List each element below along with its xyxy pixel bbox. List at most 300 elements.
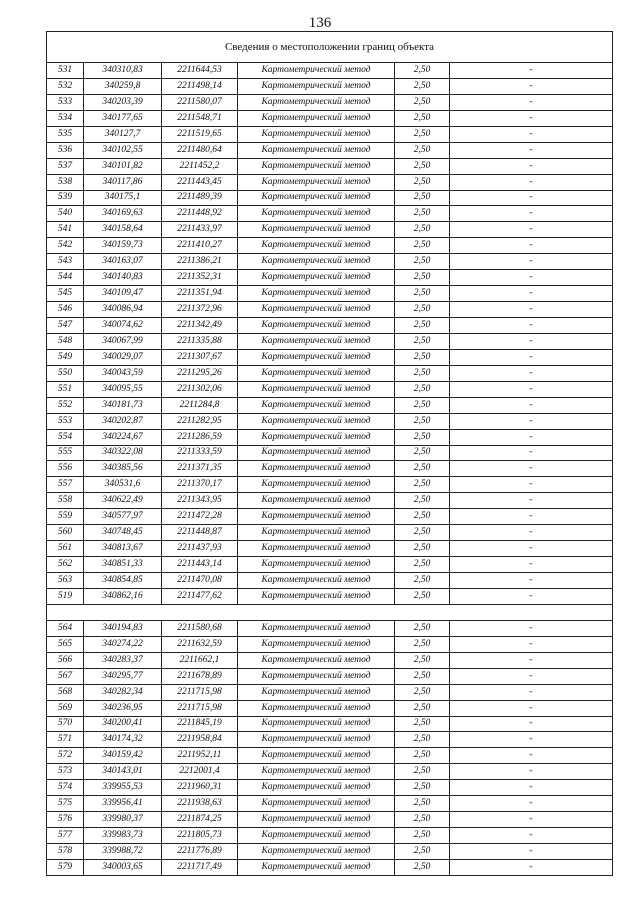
precision-cell: 2,50 bbox=[395, 859, 450, 875]
table-row bbox=[47, 397, 613, 413]
description-cell: - bbox=[450, 381, 613, 397]
method-cell: Картометрический метод bbox=[238, 573, 395, 589]
table-row bbox=[47, 413, 613, 429]
table-row bbox=[47, 286, 613, 302]
method-cell: Картометрический метод bbox=[238, 365, 395, 381]
precision-cell: 2,50 bbox=[395, 573, 450, 589]
point-number-cell: 557 bbox=[47, 477, 84, 493]
table-row bbox=[47, 844, 613, 860]
point-number-cell: 574 bbox=[47, 780, 84, 796]
y-coordinate-cell: 2211302,06 bbox=[162, 381, 238, 397]
y-coordinate-cell: 2211960,31 bbox=[162, 780, 238, 796]
method-cell: Картометрический метод bbox=[238, 94, 395, 110]
precision-cell: 2,50 bbox=[395, 110, 450, 126]
description-cell: - bbox=[450, 158, 613, 174]
table-row bbox=[47, 557, 613, 573]
page-number: 136 bbox=[308, 15, 332, 31]
method-cell: Картометрический метод bbox=[238, 859, 395, 875]
method-cell: Картометрический метод bbox=[238, 286, 395, 302]
y-coordinate-cell: 2211805,73 bbox=[162, 828, 238, 844]
description-cell: - bbox=[450, 700, 613, 716]
method-cell: Картометрический метод bbox=[238, 652, 395, 668]
x-coordinate-cell: 340127,7 bbox=[84, 126, 162, 142]
point-number-cell: 542 bbox=[47, 238, 84, 254]
table-row bbox=[47, 573, 613, 589]
description-cell: - bbox=[450, 796, 613, 812]
method-cell: Картометрический метод bbox=[238, 63, 395, 79]
x-coordinate-cell: 339956,41 bbox=[84, 796, 162, 812]
method-cell: Картометрический метод bbox=[238, 509, 395, 525]
precision-cell: 2,50 bbox=[395, 812, 450, 828]
table-row bbox=[47, 461, 613, 477]
table-row bbox=[47, 764, 613, 780]
precision-cell: 2,50 bbox=[395, 732, 450, 748]
precision-cell: 2,50 bbox=[395, 796, 450, 812]
table-row bbox=[47, 63, 613, 79]
table-row bbox=[47, 668, 613, 684]
method-cell: Картометрический метод bbox=[238, 174, 395, 190]
precision-cell: 2,50 bbox=[395, 477, 450, 493]
description-cell: - bbox=[450, 238, 613, 254]
method-cell: Картометрический метод bbox=[238, 333, 395, 349]
method-cell: Картометрический метод bbox=[238, 493, 395, 509]
description-cell: - bbox=[450, 748, 613, 764]
point-number-cell: 575 bbox=[47, 796, 84, 812]
point-number-cell: 532 bbox=[47, 78, 84, 94]
method-cell: Картометрический метод bbox=[238, 716, 395, 732]
y-coordinate-cell: 2211448,92 bbox=[162, 206, 238, 222]
table-row bbox=[47, 254, 613, 270]
x-coordinate-cell: 340236,95 bbox=[84, 700, 162, 716]
y-coordinate-cell: 2212001,4 bbox=[162, 764, 238, 780]
y-coordinate-cell: 2211443,45 bbox=[162, 174, 238, 190]
description-cell: - bbox=[450, 254, 613, 270]
precision-cell: 2,50 bbox=[395, 525, 450, 541]
point-number-cell: 531 bbox=[47, 63, 84, 79]
method-cell: Картометрический метод bbox=[238, 541, 395, 557]
method-cell: Картометрический метод bbox=[238, 844, 395, 860]
x-coordinate-cell: 339983,73 bbox=[84, 828, 162, 844]
x-coordinate-cell: 340310,83 bbox=[84, 63, 162, 79]
y-coordinate-cell: 2211472,28 bbox=[162, 509, 238, 525]
precision-cell: 2,50 bbox=[395, 174, 450, 190]
table-row bbox=[47, 174, 613, 190]
x-coordinate-cell: 340851,33 bbox=[84, 557, 162, 573]
table-row bbox=[47, 126, 613, 142]
precision-cell: 2,50 bbox=[395, 302, 450, 318]
table-row bbox=[47, 222, 613, 238]
table-row bbox=[47, 78, 613, 94]
method-cell: Картометрический метод bbox=[238, 158, 395, 174]
method-cell: Картометрический метод bbox=[238, 636, 395, 652]
point-number-cell: 550 bbox=[47, 365, 84, 381]
point-number-cell: 539 bbox=[47, 190, 84, 206]
point-number-cell: 571 bbox=[47, 732, 84, 748]
description-cell: - bbox=[450, 859, 613, 875]
method-cell: Картометрический метод bbox=[238, 238, 395, 254]
table-row bbox=[47, 158, 613, 174]
table-row bbox=[47, 365, 613, 381]
description-cell: - bbox=[450, 844, 613, 860]
precision-cell: 2,50 bbox=[395, 844, 450, 860]
table-row bbox=[47, 493, 613, 509]
description-cell: - bbox=[450, 110, 613, 126]
x-coordinate-cell: 340095,55 bbox=[84, 381, 162, 397]
table-row bbox=[47, 859, 613, 875]
x-coordinate-cell: 340748,45 bbox=[84, 525, 162, 541]
y-coordinate-cell: 2211333,59 bbox=[162, 445, 238, 461]
table-row bbox=[47, 636, 613, 652]
description-cell: - bbox=[450, 732, 613, 748]
description-cell: - bbox=[450, 318, 613, 334]
x-coordinate-cell: 340067,99 bbox=[84, 333, 162, 349]
point-number-cell: 564 bbox=[47, 620, 84, 636]
y-coordinate-cell: 2211548,71 bbox=[162, 110, 238, 126]
y-coordinate-cell: 2211845,19 bbox=[162, 716, 238, 732]
method-cell: Картометрический метод bbox=[238, 222, 395, 238]
point-number-cell: 567 bbox=[47, 668, 84, 684]
method-cell: Картометрический метод bbox=[238, 477, 395, 493]
point-number-cell: 565 bbox=[47, 636, 84, 652]
table-row bbox=[47, 429, 613, 445]
method-cell: Картометрический метод bbox=[238, 413, 395, 429]
table-row bbox=[47, 716, 613, 732]
precision-cell: 2,50 bbox=[395, 142, 450, 158]
point-number-cell: 561 bbox=[47, 541, 84, 557]
precision-cell: 2,50 bbox=[395, 413, 450, 429]
y-coordinate-cell: 2211307,67 bbox=[162, 349, 238, 365]
description-cell: - bbox=[450, 142, 613, 158]
point-number-cell: 558 bbox=[47, 493, 84, 509]
y-coordinate-cell: 2211437,93 bbox=[162, 541, 238, 557]
precision-cell: 2,50 bbox=[395, 333, 450, 349]
y-coordinate-cell: 2211342,49 bbox=[162, 318, 238, 334]
method-cell: Картометрический метод bbox=[238, 668, 395, 684]
table-row bbox=[47, 684, 613, 700]
method-cell: Картометрический метод bbox=[238, 828, 395, 844]
method-cell: Картометрический метод bbox=[238, 525, 395, 541]
x-coordinate-cell: 340102,55 bbox=[84, 142, 162, 158]
point-number-cell: 559 bbox=[47, 509, 84, 525]
description-cell: - bbox=[450, 812, 613, 828]
y-coordinate-cell: 2211952,11 bbox=[162, 748, 238, 764]
precision-cell: 2,50 bbox=[395, 620, 450, 636]
method-cell: Картометрический метод bbox=[238, 397, 395, 413]
precision-cell: 2,50 bbox=[395, 748, 450, 764]
x-coordinate-cell: 340074,62 bbox=[84, 318, 162, 334]
y-coordinate-cell: 2211371,35 bbox=[162, 461, 238, 477]
table-row bbox=[47, 796, 613, 812]
method-cell: Картометрический метод bbox=[238, 796, 395, 812]
y-coordinate-cell: 2211343,95 bbox=[162, 493, 238, 509]
description-cell: - bbox=[450, 461, 613, 477]
description-cell: - bbox=[450, 525, 613, 541]
x-coordinate-cell: 340174,32 bbox=[84, 732, 162, 748]
description-cell: - bbox=[450, 302, 613, 318]
x-coordinate-cell: 340224,67 bbox=[84, 429, 162, 445]
precision-cell: 2,50 bbox=[395, 700, 450, 716]
x-coordinate-cell: 340282,34 bbox=[84, 684, 162, 700]
description-cell: - bbox=[450, 445, 613, 461]
point-number-cell: 578 bbox=[47, 844, 84, 860]
x-coordinate-cell: 340003,65 bbox=[84, 859, 162, 875]
blank-separator-row bbox=[47, 604, 613, 620]
point-number-cell: 535 bbox=[47, 126, 84, 142]
description-cell: - bbox=[450, 333, 613, 349]
x-coordinate-cell: 340274,22 bbox=[84, 636, 162, 652]
x-coordinate-cell: 340159,42 bbox=[84, 748, 162, 764]
table-row bbox=[47, 541, 613, 557]
precision-cell: 2,50 bbox=[395, 429, 450, 445]
method-cell: Картометрический метод bbox=[238, 557, 395, 573]
table-row bbox=[47, 94, 613, 110]
x-coordinate-cell: 340043,59 bbox=[84, 365, 162, 381]
y-coordinate-cell: 2211678,89 bbox=[162, 668, 238, 684]
x-coordinate-cell: 340259,8 bbox=[84, 78, 162, 94]
description-cell: - bbox=[450, 541, 613, 557]
point-number-cell: 549 bbox=[47, 349, 84, 365]
description-cell: - bbox=[450, 636, 613, 652]
point-number-cell: 546 bbox=[47, 302, 84, 318]
method-cell: Картометрический метод bbox=[238, 349, 395, 365]
description-cell: - bbox=[450, 684, 613, 700]
precision-cell: 2,50 bbox=[395, 238, 450, 254]
y-coordinate-cell: 2211715,98 bbox=[162, 700, 238, 716]
table-row bbox=[47, 349, 613, 365]
precision-cell: 2,50 bbox=[395, 636, 450, 652]
y-coordinate-cell: 2211632,59 bbox=[162, 636, 238, 652]
description-cell: - bbox=[450, 652, 613, 668]
point-number-cell: 576 bbox=[47, 812, 84, 828]
x-coordinate-cell: 340143,01 bbox=[84, 764, 162, 780]
precision-cell: 2,50 bbox=[395, 206, 450, 222]
y-coordinate-cell: 2211295,26 bbox=[162, 365, 238, 381]
description-cell: - bbox=[450, 780, 613, 796]
method-cell: Картометрический метод bbox=[238, 381, 395, 397]
table-row bbox=[47, 381, 613, 397]
precision-cell: 2,50 bbox=[395, 190, 450, 206]
point-number-cell: 568 bbox=[47, 684, 84, 700]
x-coordinate-cell: 340177,65 bbox=[84, 110, 162, 126]
table-title: Сведения о местоположении границ объекта bbox=[47, 32, 613, 63]
point-number-cell: 577 bbox=[47, 828, 84, 844]
description-cell: - bbox=[450, 190, 613, 206]
y-coordinate-cell: 2211958,84 bbox=[162, 732, 238, 748]
x-coordinate-cell: 340862,16 bbox=[84, 588, 162, 604]
description-cell: - bbox=[450, 620, 613, 636]
point-number-cell: 519 bbox=[47, 588, 84, 604]
y-coordinate-cell: 2211433,97 bbox=[162, 222, 238, 238]
precision-cell: 2,50 bbox=[395, 126, 450, 142]
precision-cell: 2,50 bbox=[395, 158, 450, 174]
description-cell: - bbox=[450, 588, 613, 604]
y-coordinate-cell: 2211498,14 bbox=[162, 78, 238, 94]
x-coordinate-cell: 340385,56 bbox=[84, 461, 162, 477]
description-cell: - bbox=[450, 477, 613, 493]
method-cell: Картометрический метод bbox=[238, 588, 395, 604]
precision-cell: 2,50 bbox=[395, 668, 450, 684]
y-coordinate-cell: 2211662,1 bbox=[162, 652, 238, 668]
section-1-rows bbox=[47, 63, 613, 605]
description-cell: - bbox=[450, 78, 613, 94]
y-coordinate-cell: 2211448,87 bbox=[162, 525, 238, 541]
y-coordinate-cell: 2211644,53 bbox=[162, 63, 238, 79]
x-coordinate-cell: 340322,08 bbox=[84, 445, 162, 461]
description-cell: - bbox=[450, 126, 613, 142]
point-number-cell: 541 bbox=[47, 222, 84, 238]
x-coordinate-cell: 340140,83 bbox=[84, 270, 162, 286]
x-coordinate-cell: 340531,6 bbox=[84, 477, 162, 493]
method-cell: Картометрический метод bbox=[238, 78, 395, 94]
x-coordinate-cell: 340295,77 bbox=[84, 668, 162, 684]
method-cell: Картометрический метод bbox=[238, 748, 395, 764]
table-row bbox=[47, 525, 613, 541]
y-coordinate-cell: 2211443,14 bbox=[162, 557, 238, 573]
method-cell: Картометрический метод bbox=[238, 700, 395, 716]
point-number-cell: 563 bbox=[47, 573, 84, 589]
description-cell: - bbox=[450, 63, 613, 79]
boundary-coordinates-table bbox=[46, 31, 613, 876]
point-number-cell: 548 bbox=[47, 333, 84, 349]
x-coordinate-cell: 340117,86 bbox=[84, 174, 162, 190]
method-cell: Картометрический метод bbox=[238, 429, 395, 445]
y-coordinate-cell: 2211489,39 bbox=[162, 190, 238, 206]
point-number-cell: 579 bbox=[47, 859, 84, 875]
x-coordinate-cell: 340029,07 bbox=[84, 349, 162, 365]
table-row bbox=[47, 302, 613, 318]
x-coordinate-cell: 340169,63 bbox=[84, 206, 162, 222]
description-cell: - bbox=[450, 413, 613, 429]
point-number-cell: 562 bbox=[47, 557, 84, 573]
method-cell: Картометрический метод bbox=[238, 620, 395, 636]
y-coordinate-cell: 2211580,07 bbox=[162, 94, 238, 110]
method-cell: Картометрический метод bbox=[238, 254, 395, 270]
description-cell: - bbox=[450, 509, 613, 525]
point-number-cell: 544 bbox=[47, 270, 84, 286]
point-number-cell: 553 bbox=[47, 413, 84, 429]
precision-cell: 2,50 bbox=[395, 684, 450, 700]
method-cell: Картометрический метод bbox=[238, 302, 395, 318]
table-row bbox=[47, 445, 613, 461]
x-coordinate-cell: 340194,83 bbox=[84, 620, 162, 636]
y-coordinate-cell: 2211351,94 bbox=[162, 286, 238, 302]
point-number-cell: 569 bbox=[47, 700, 84, 716]
table-row bbox=[47, 270, 613, 286]
x-coordinate-cell: 340101,82 bbox=[84, 158, 162, 174]
point-number-cell: 556 bbox=[47, 461, 84, 477]
precision-cell: 2,50 bbox=[395, 461, 450, 477]
precision-cell: 2,50 bbox=[395, 270, 450, 286]
table-row bbox=[47, 333, 613, 349]
point-number-cell: 533 bbox=[47, 94, 84, 110]
section-separator bbox=[47, 604, 613, 620]
point-number-cell: 572 bbox=[47, 748, 84, 764]
method-cell: Картометрический метод bbox=[238, 684, 395, 700]
section-2-rows bbox=[47, 620, 613, 875]
x-coordinate-cell: 340109,47 bbox=[84, 286, 162, 302]
precision-cell: 2,50 bbox=[395, 780, 450, 796]
y-coordinate-cell: 2211776,89 bbox=[162, 844, 238, 860]
precision-cell: 2,50 bbox=[395, 716, 450, 732]
table-row bbox=[47, 652, 613, 668]
y-coordinate-cell: 2211717,49 bbox=[162, 859, 238, 875]
y-coordinate-cell: 2211372,96 bbox=[162, 302, 238, 318]
y-coordinate-cell: 2211480,64 bbox=[162, 142, 238, 158]
method-cell: Картометрический метод bbox=[238, 190, 395, 206]
table-row bbox=[47, 732, 613, 748]
precision-cell: 2,50 bbox=[395, 445, 450, 461]
description-cell: - bbox=[450, 94, 613, 110]
method-cell: Картометрический метод bbox=[238, 445, 395, 461]
point-number-cell: 555 bbox=[47, 445, 84, 461]
precision-cell: 2,50 bbox=[395, 365, 450, 381]
description-cell: - bbox=[450, 573, 613, 589]
point-number-cell: 543 bbox=[47, 254, 84, 270]
description-cell: - bbox=[450, 349, 613, 365]
y-coordinate-cell: 2211519,65 bbox=[162, 126, 238, 142]
y-coordinate-cell: 2211470,08 bbox=[162, 573, 238, 589]
y-coordinate-cell: 2211410,27 bbox=[162, 238, 238, 254]
x-coordinate-cell: 340175,1 bbox=[84, 190, 162, 206]
description-cell: - bbox=[450, 286, 613, 302]
y-coordinate-cell: 2211580,68 bbox=[162, 620, 238, 636]
precision-cell: 2,50 bbox=[395, 286, 450, 302]
precision-cell: 2,50 bbox=[395, 557, 450, 573]
precision-cell: 2,50 bbox=[395, 541, 450, 557]
description-cell: - bbox=[450, 557, 613, 573]
precision-cell: 2,50 bbox=[395, 397, 450, 413]
precision-cell: 2,50 bbox=[395, 509, 450, 525]
precision-cell: 2,50 bbox=[395, 381, 450, 397]
method-cell: Картометрический метод bbox=[238, 318, 395, 334]
table-row bbox=[47, 828, 613, 844]
x-coordinate-cell: 339955,53 bbox=[84, 780, 162, 796]
point-number-cell: 536 bbox=[47, 142, 84, 158]
x-coordinate-cell: 340202,87 bbox=[84, 413, 162, 429]
table-row bbox=[47, 206, 613, 222]
description-cell: - bbox=[450, 828, 613, 844]
blank-cell bbox=[47, 604, 613, 620]
precision-cell: 2,50 bbox=[395, 254, 450, 270]
y-coordinate-cell: 2211370,17 bbox=[162, 477, 238, 493]
table-title-row bbox=[47, 32, 613, 63]
description-cell: - bbox=[450, 397, 613, 413]
method-cell: Картометрический метод bbox=[238, 206, 395, 222]
y-coordinate-cell: 2211452,2 bbox=[162, 158, 238, 174]
x-coordinate-cell: 340622,49 bbox=[84, 493, 162, 509]
y-coordinate-cell: 2211286,59 bbox=[162, 429, 238, 445]
precision-cell: 2,50 bbox=[395, 764, 450, 780]
description-cell: - bbox=[450, 668, 613, 684]
point-number-cell: 540 bbox=[47, 206, 84, 222]
method-cell: Картометрический метод bbox=[238, 110, 395, 126]
table-row bbox=[47, 748, 613, 764]
y-coordinate-cell: 2211335,88 bbox=[162, 333, 238, 349]
y-coordinate-cell: 2211282,95 bbox=[162, 413, 238, 429]
description-cell: - bbox=[450, 365, 613, 381]
table-row bbox=[47, 318, 613, 334]
point-number-cell: 573 bbox=[47, 764, 84, 780]
point-number-cell: 545 bbox=[47, 286, 84, 302]
description-cell: - bbox=[450, 493, 613, 509]
x-coordinate-cell: 340854,85 bbox=[84, 573, 162, 589]
method-cell: Картометрический метод bbox=[238, 126, 395, 142]
point-number-cell: 551 bbox=[47, 381, 84, 397]
method-cell: Картометрический метод bbox=[238, 270, 395, 286]
y-coordinate-cell: 2211386,21 bbox=[162, 254, 238, 270]
table-row bbox=[47, 509, 613, 525]
point-number-cell: 560 bbox=[47, 525, 84, 541]
